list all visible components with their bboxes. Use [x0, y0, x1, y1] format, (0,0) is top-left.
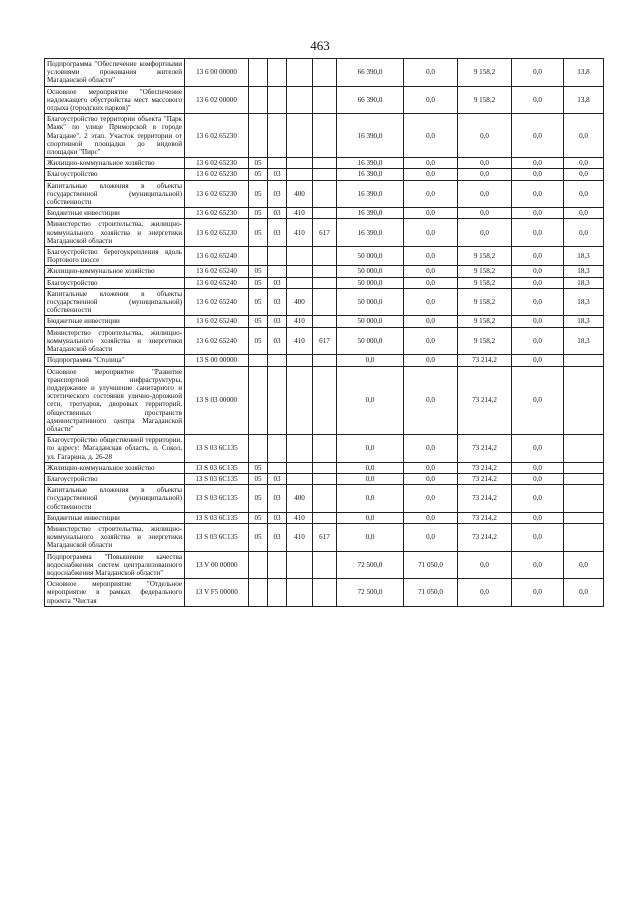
row-administrator — [313, 208, 337, 219]
row-code: 13 6 02 65240 — [185, 327, 249, 355]
row-administrator — [313, 485, 337, 513]
row-administrator — [313, 247, 337, 266]
row-value-1: 16 390,0 — [337, 114, 404, 158]
row-value-4: 0,0 — [512, 316, 564, 327]
row-code: 13 6 02 65240 — [185, 247, 249, 266]
row-name: Благоустройство — [45, 473, 185, 484]
row-subsection — [268, 355, 287, 366]
row-name: Основное мероприятие "Обеспечение надлежащего обустройства мест массового отдыха (городских парков)" — [45, 86, 185, 114]
row-administrator — [313, 462, 337, 473]
row-value-3: 9 158,2 — [458, 266, 512, 277]
row-value-2: 0,0 — [404, 86, 458, 114]
row-code: 13 6 02 65230 — [185, 219, 249, 247]
row-section — [249, 551, 268, 579]
row-value-2: 0,0 — [404, 158, 458, 169]
row-subsection — [268, 59, 287, 87]
row-administrator — [313, 59, 337, 87]
row-value-5: 18,3 — [564, 288, 604, 316]
row-value-3: 73 214,2 — [458, 366, 512, 435]
row-administrator — [313, 579, 337, 607]
row-value-1: 50 000,0 — [337, 266, 404, 277]
row-subsection — [268, 158, 287, 169]
row-administrator — [313, 114, 337, 158]
row-subsection — [268, 579, 287, 607]
table-row — [45, 266, 604, 277]
row-code: 13 S 00 00000 — [185, 355, 249, 366]
row-value-2: 0,0 — [404, 512, 458, 523]
row-section: 05 — [249, 327, 268, 355]
row-value-1: 50 000,0 — [337, 247, 404, 266]
row-value-3: 73 214,2 — [458, 485, 512, 513]
row-value-3: 0,0 — [458, 219, 512, 247]
row-code: 13 6 02 65240 — [185, 288, 249, 316]
row-section — [249, 366, 268, 435]
row-administrator — [313, 266, 337, 277]
row-expense-type — [287, 86, 313, 114]
row-administrator — [313, 435, 337, 463]
row-value-5 — [564, 355, 604, 366]
row-code: 13 6 02 65240 — [185, 266, 249, 277]
row-section — [249, 579, 268, 607]
row-expense-type: 400 — [287, 485, 313, 513]
row-subsection: 03 — [268, 180, 287, 208]
table-row — [45, 366, 604, 435]
row-value-1: 0,0 — [337, 523, 404, 551]
row-administrator: 617 — [313, 327, 337, 355]
table-row — [45, 355, 604, 366]
row-value-5 — [564, 462, 604, 473]
row-value-4: 0,0 — [512, 366, 564, 435]
row-code: 13 S 03 6C135 — [185, 485, 249, 513]
row-name: Бюджетные инвестиции — [45, 208, 185, 219]
row-value-3: 73 214,2 — [458, 512, 512, 523]
row-section: 05 — [249, 169, 268, 180]
row-expense-type — [287, 247, 313, 266]
row-section: 05 — [249, 288, 268, 316]
table-row — [45, 485, 604, 513]
row-section: 05 — [249, 462, 268, 473]
row-code: 13 6 02 65240 — [185, 277, 249, 288]
row-subsection: 03 — [268, 473, 287, 484]
row-value-2: 0,0 — [404, 219, 458, 247]
row-expense-type — [287, 551, 313, 579]
row-expense-type — [287, 473, 313, 484]
row-expense-type — [287, 169, 313, 180]
row-value-1: 16 390,0 — [337, 158, 404, 169]
row-expense-type — [287, 579, 313, 607]
row-value-2: 0,0 — [404, 266, 458, 277]
row-name: Капитальные вложения в объекты государственной (муниципальной) собственности — [45, 485, 185, 513]
row-value-1: 72 500,0 — [337, 551, 404, 579]
row-value-3: 9 158,2 — [458, 327, 512, 355]
row-value-2: 71 050,0 — [404, 551, 458, 579]
row-administrator — [313, 86, 337, 114]
row-code: 13 6 02 65230 — [185, 208, 249, 219]
row-value-4: 0,0 — [512, 523, 564, 551]
row-value-2: 0,0 — [404, 169, 458, 180]
row-code: 13 6 02 65230 — [185, 180, 249, 208]
row-value-3: 9 158,2 — [458, 86, 512, 114]
row-subsection: 03 — [268, 512, 287, 523]
row-code: 13 S 03 6C135 — [185, 473, 249, 484]
row-name: Благоустройство — [45, 169, 185, 180]
row-value-2: 0,0 — [404, 366, 458, 435]
table-row — [45, 473, 604, 484]
row-expense-type — [287, 462, 313, 473]
row-name: Подпрограмма "Столица" — [45, 355, 185, 366]
row-value-1: 50 000,0 — [337, 316, 404, 327]
row-value-1: 0,0 — [337, 355, 404, 366]
row-value-3: 9 158,2 — [458, 316, 512, 327]
row-expense-type: 410 — [287, 327, 313, 355]
row-administrator — [313, 288, 337, 316]
row-name: Основное мероприятие "Отдельное мероприятие в рамках федерального проекта "Чистая — [45, 579, 185, 607]
row-value-5: 0,0 — [564, 114, 604, 158]
row-value-4: 0,0 — [512, 327, 564, 355]
table-row — [45, 59, 604, 87]
row-expense-type: 410 — [287, 219, 313, 247]
row-value-4: 0,0 — [512, 247, 564, 266]
row-expense-type: 410 — [287, 208, 313, 219]
row-name: Основное мероприятие "Развитие транспортной инфраструктуры, поддержание и улучшение санитарного и эстетического состояния улично-дорожной сети, тротуаров, дворовых территорий, общественных пространств административного центра Магаданской области" — [45, 366, 185, 435]
row-value-5: 13,8 — [564, 59, 604, 87]
row-code: 13 S 03 6C135 — [185, 512, 249, 523]
row-value-5 — [564, 366, 604, 435]
row-expense-type — [287, 366, 313, 435]
row-value-1: 0,0 — [337, 435, 404, 463]
row-value-3: 0,0 — [458, 114, 512, 158]
table-row — [45, 277, 604, 288]
row-administrator — [313, 169, 337, 180]
budget-table — [44, 58, 604, 607]
row-expense-type — [287, 435, 313, 463]
table-row — [45, 208, 604, 219]
row-value-5: 18,3 — [564, 316, 604, 327]
row-value-1: 16 390,0 — [337, 219, 404, 247]
row-name: Министерство строительства, жилищно-коммунального хозяйства и энергетики Магаданской области — [45, 523, 185, 551]
row-administrator — [313, 316, 337, 327]
row-subsection — [268, 86, 287, 114]
row-value-1: 72 500,0 — [337, 579, 404, 607]
row-value-3: 0,0 — [458, 180, 512, 208]
row-value-5: 18,3 — [564, 277, 604, 288]
row-value-4: 0,0 — [512, 114, 564, 158]
row-value-5: 0,0 — [564, 579, 604, 607]
row-expense-type: 410 — [287, 512, 313, 523]
row-value-5: 18,3 — [564, 266, 604, 277]
table-row — [45, 169, 604, 180]
row-value-1: 50 000,0 — [337, 288, 404, 316]
row-section: 05 — [249, 180, 268, 208]
row-value-2: 0,0 — [404, 485, 458, 513]
row-code: 13 S 03 6C135 — [185, 462, 249, 473]
row-value-5 — [564, 485, 604, 513]
row-value-5 — [564, 435, 604, 463]
row-value-3: 9 158,2 — [458, 59, 512, 87]
row-name: Благоустройство территории объекта "Парк Маяк" по улице Приморской в городе Магадане". 2 этап. Участок территории от спортивной площадки до видовой площадки "Пирс" — [45, 114, 185, 158]
row-value-5 — [564, 473, 604, 484]
row-subsection — [268, 247, 287, 266]
row-expense-type: 400 — [287, 180, 313, 208]
row-administrator — [313, 355, 337, 366]
row-value-1: 0,0 — [337, 366, 404, 435]
row-expense-type — [287, 158, 313, 169]
row-section: 05 — [249, 219, 268, 247]
row-value-4: 0,0 — [512, 266, 564, 277]
row-value-4: 0,0 — [512, 435, 564, 463]
row-name: Подпрограмма "Повышение качества водоснабжения систем централизованного водоснабжения Магаданской области" — [45, 551, 185, 579]
row-subsection: 03 — [268, 485, 287, 513]
row-code: 13 6 02 65240 — [185, 316, 249, 327]
row-code: 13 6 02 00000 — [185, 86, 249, 114]
row-subsection: 03 — [268, 219, 287, 247]
row-value-4: 0,0 — [512, 180, 564, 208]
row-value-3: 0,0 — [458, 551, 512, 579]
row-value-5: 0,0 — [564, 180, 604, 208]
row-value-2: 0,0 — [404, 277, 458, 288]
row-value-1: 16 390,0 — [337, 208, 404, 219]
row-section — [249, 247, 268, 266]
row-value-4: 0,0 — [512, 219, 564, 247]
row-subsection — [268, 462, 287, 473]
table-row — [45, 327, 604, 355]
row-subsection: 03 — [268, 288, 287, 316]
row-name: Благоустройство — [45, 277, 185, 288]
row-value-1: 16 390,0 — [337, 180, 404, 208]
row-value-4: 0,0 — [512, 86, 564, 114]
row-value-5: 18,3 — [564, 247, 604, 266]
row-value-3: 73 214,2 — [458, 462, 512, 473]
row-value-3: 9 158,2 — [458, 288, 512, 316]
table-row — [45, 523, 604, 551]
row-value-3: 73 214,2 — [458, 473, 512, 484]
row-value-2: 0,0 — [404, 327, 458, 355]
row-value-2: 0,0 — [404, 59, 458, 87]
row-value-2: 0,0 — [404, 316, 458, 327]
row-value-2: 0,0 — [404, 473, 458, 484]
row-administrator — [313, 180, 337, 208]
row-name: Жилищно-коммунальное хозяйство — [45, 158, 185, 169]
row-value-1: 66 390,0 — [337, 59, 404, 87]
table-row — [45, 551, 604, 579]
row-value-2: 0,0 — [404, 435, 458, 463]
row-code: 13 V F5 00000 — [185, 579, 249, 607]
row-value-4: 0,0 — [512, 59, 564, 87]
row-value-3: 0,0 — [458, 579, 512, 607]
row-value-5: 0,0 — [564, 208, 604, 219]
row-administrator — [313, 512, 337, 523]
row-code: 13 6 00 00000 — [185, 59, 249, 87]
row-value-2: 0,0 — [404, 208, 458, 219]
row-subsection: 03 — [268, 208, 287, 219]
row-expense-type: 410 — [287, 523, 313, 551]
row-section: 05 — [249, 316, 268, 327]
table-row — [45, 180, 604, 208]
row-code: 13 V 00 00000 — [185, 551, 249, 579]
row-value-1: 0,0 — [337, 473, 404, 484]
row-section: 05 — [249, 473, 268, 484]
row-value-2: 0,0 — [404, 288, 458, 316]
row-value-4: 0,0 — [512, 579, 564, 607]
table-row — [45, 114, 604, 158]
row-value-2: 0,0 — [404, 523, 458, 551]
row-value-3: 73 214,2 — [458, 523, 512, 551]
row-code: 13 6 02 65230 — [185, 114, 249, 158]
row-value-2: 0,0 — [404, 462, 458, 473]
row-value-4: 0,0 — [512, 551, 564, 579]
row-code: 13 S 03 00000 — [185, 366, 249, 435]
row-subsection — [268, 266, 287, 277]
row-value-3: 73 214,2 — [458, 355, 512, 366]
row-subsection: 03 — [268, 316, 287, 327]
row-section: 05 — [249, 208, 268, 219]
row-section: 05 — [249, 277, 268, 288]
row-value-5: 0,0 — [564, 219, 604, 247]
row-administrator — [313, 366, 337, 435]
row-value-4: 0,0 — [512, 355, 564, 366]
row-name: Жилищно-коммунальное хозяйство — [45, 266, 185, 277]
row-administrator — [313, 473, 337, 484]
row-expense-type: 410 — [287, 316, 313, 327]
row-value-4: 0,0 — [512, 169, 564, 180]
row-name: Министерство строительства, жилищно-коммунального хозяйства и энергетики Магаданской области — [45, 219, 185, 247]
row-value-1: 66 390,0 — [337, 86, 404, 114]
row-section: 05 — [249, 523, 268, 551]
row-administrator — [313, 277, 337, 288]
row-subsection — [268, 114, 287, 158]
row-name: Капитальные вложения в объекты государственной (муниципальной) собственности — [45, 180, 185, 208]
row-administrator — [313, 158, 337, 169]
row-name: Министерство строительства, жилищно-коммунального хозяйства и энергетики Магаданской области — [45, 327, 185, 355]
table-row — [45, 247, 604, 266]
row-value-4: 0,0 — [512, 512, 564, 523]
row-subsection: 03 — [268, 277, 287, 288]
row-subsection — [268, 366, 287, 435]
row-value-4: 0,0 — [512, 158, 564, 169]
row-code: 13 6 02 65230 — [185, 169, 249, 180]
row-value-2: 0,0 — [404, 114, 458, 158]
row-administrator — [313, 551, 337, 579]
row-section — [249, 86, 268, 114]
row-value-1: 0,0 — [337, 485, 404, 513]
row-value-3: 0,0 — [458, 158, 512, 169]
row-expense-type — [287, 355, 313, 366]
row-section — [249, 355, 268, 366]
row-value-3: 9 158,2 — [458, 277, 512, 288]
table-row — [45, 86, 604, 114]
row-value-4: 0,0 — [512, 288, 564, 316]
row-value-2: 71 050,0 — [404, 579, 458, 607]
table-row — [45, 219, 604, 247]
row-value-1: 50 000,0 — [337, 277, 404, 288]
row-value-2: 0,0 — [404, 247, 458, 266]
row-subsection: 03 — [268, 523, 287, 551]
row-value-5: 0,0 — [564, 551, 604, 579]
row-value-4: 0,0 — [512, 485, 564, 513]
row-value-3: 0,0 — [458, 208, 512, 219]
row-expense-type — [287, 266, 313, 277]
row-code: 13 6 02 65230 — [185, 158, 249, 169]
row-section: 05 — [249, 266, 268, 277]
row-value-3: 0,0 — [458, 169, 512, 180]
row-value-1: 50 000,0 — [337, 327, 404, 355]
table-row — [45, 158, 604, 169]
row-name: Жилищно-коммунальное хозяйство — [45, 462, 185, 473]
row-section: 05 — [249, 512, 268, 523]
row-section — [249, 435, 268, 463]
row-subsection: 03 — [268, 169, 287, 180]
row-name: Бюджетные инвестиции — [45, 316, 185, 327]
row-value-4: 0,0 — [512, 277, 564, 288]
row-subsection: 03 — [268, 327, 287, 355]
row-name: Благоустройство берегоукрепления вдоль Портового шоссе — [45, 247, 185, 266]
row-expense-type — [287, 59, 313, 87]
row-name: Бюджетные инвестиции — [45, 512, 185, 523]
row-administrator: 617 — [313, 523, 337, 551]
table-row — [45, 512, 604, 523]
row-code: 13 S 03 6C135 — [185, 523, 249, 551]
row-value-5 — [564, 512, 604, 523]
row-value-2: 0,0 — [404, 355, 458, 366]
row-section — [249, 114, 268, 158]
row-name: Подпрограмма "Обеспечение комфортными условиями проживания жителей Магаданской области" — [45, 59, 185, 87]
table-row — [45, 288, 604, 316]
row-section — [249, 59, 268, 87]
row-value-5: 0,0 — [564, 158, 604, 169]
row-value-3: 9 158,2 — [458, 247, 512, 266]
row-value-4: 0,0 — [512, 473, 564, 484]
row-value-5 — [564, 523, 604, 551]
row-expense-type — [287, 114, 313, 158]
row-section: 05 — [249, 485, 268, 513]
row-value-5: 0,0 — [564, 169, 604, 180]
table-row — [45, 316, 604, 327]
row-value-1: 0,0 — [337, 512, 404, 523]
row-value-5: 18,3 — [564, 327, 604, 355]
row-expense-type: 400 — [287, 288, 313, 316]
row-subsection — [268, 435, 287, 463]
row-section: 05 — [249, 158, 268, 169]
row-name: Благоустройство общественной территории, по адресу: Магаданская область, п. Сокол, ул. Гагарина, д. 26-28 — [45, 435, 185, 463]
row-subsection — [268, 551, 287, 579]
row-value-2: 0,0 — [404, 180, 458, 208]
row-code: 13 S 03 6C135 — [185, 435, 249, 463]
table-row — [45, 579, 604, 607]
row-value-4: 0,0 — [512, 208, 564, 219]
row-administrator: 617 — [313, 219, 337, 247]
row-value-3: 73 214,2 — [458, 435, 512, 463]
row-value-1: 16 390,0 — [337, 169, 404, 180]
page-number: 463 — [310, 38, 330, 53]
row-name: Капитальные вложения в объекты государственной (муниципальной) собственности — [45, 288, 185, 316]
row-value-1: 0,0 — [337, 462, 404, 473]
row-value-5: 13,8 — [564, 86, 604, 114]
table-row — [45, 435, 604, 463]
table-row — [45, 462, 604, 473]
row-expense-type — [287, 277, 313, 288]
row-value-4: 0,0 — [512, 462, 564, 473]
